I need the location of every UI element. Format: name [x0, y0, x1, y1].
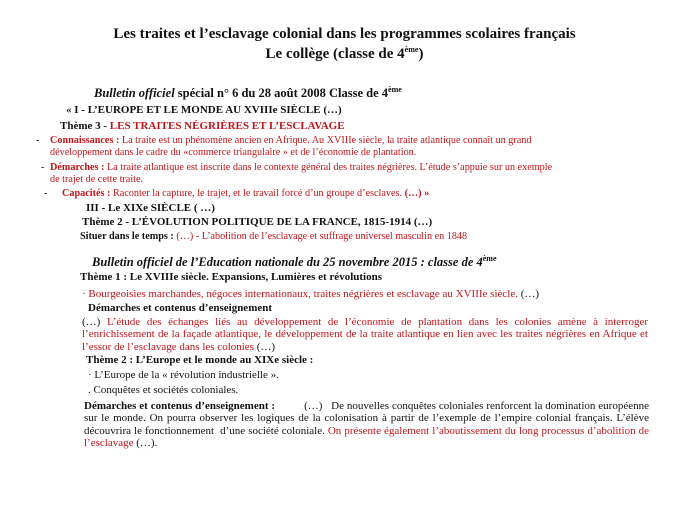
bullet-demarches: - — [41, 162, 45, 173]
situer-line: Situer dans le temps : (…) - L’abolition de l’esclavage et suffrage universel masculin en 1848 — [80, 231, 468, 242]
bo2015-theme2: Thème 2 : L’Europe et le monde au XIXe siècle : — [86, 354, 314, 366]
connaissances-line-2: développement dans le cadre du «commerce triangulaire » et de l’économie de plantation. — [50, 147, 417, 158]
bo2015-demarches1-label: Démarches et contenus d’enseignement — [88, 302, 273, 314]
bullet-capacites: - — [44, 188, 48, 199]
bo2015-demarches2-text: Démarches et contenus d’enseignement : (…) De nouvelles conquêtes coloniales renforcent la domination européenne sur le monde. On pourra observer les logiques de la colonisation à partir de l’exemple de l’empire colonial français. L’élève découvrira le fonctionnement d’une société coloniale. On présente également l’aboutissement du long processus d’abolition de l’esclavage (…). — [84, 400, 652, 449]
page-subtitle: Le collège (classe de 4ème) — [265, 45, 424, 62]
bo2015-theme2-item-1: · L’Europe de la « révolution industrielle ». — [88, 369, 279, 381]
capacites-line: Capacités : Raconter la capture, le trajet, et le travail forcé d’un groupe d’esclaves. (…) » — [62, 188, 430, 199]
bo2008-part1: « I - L’EUROPE ET LE MONDE AU XVIIIe SIÈCLE (…) — [66, 104, 342, 116]
bo2015-theme1-item: · Bourgeoisies marchandes, négoces internationaux, traites négrières et esclavage au XVIIIe siècle. (…) — [82, 288, 540, 300]
bullet-connaissances: - — [36, 135, 40, 146]
bo2008-theme2: Thème 2 - L’ÉVOLUTION POLITIQUE DE LA FRANCE, 1815-1914 (…) — [82, 216, 433, 228]
bo2015-demarches1-text: (…) L’étude des échanges liés au développement de l’économie de plantation dans les colonies amène à interroger l’enrichissement de la façade atlantique, le développement de la traite atlantique en lien avec les traites négrières en Afrique et l’essor de l’esclavage dans les colonies (…) — [82, 316, 649, 353]
title-line-1: Les traites et l’esclavage colonial dans les programmes scolaires français — [113, 26, 576, 42]
bo2015-theme2-item-2: . Conquêtes et sociétés coloniales. — [88, 384, 239, 396]
demarches-line-2: de trajet de cette traite. — [50, 174, 144, 185]
bo2008-heading: Bulletin officiel spécial n° 6 du 28 août 2008 Classe de 4ème — [94, 84, 402, 100]
connaissances-line-1: Connaissances : La traite est un phénomène ancien en Afrique. Au XVIIIe siècle, la traite atlantique connaît un grand — [50, 135, 532, 146]
bo2015-theme1: Thème 1 : Le XVIIIe siècle. Expansions, Lumières et révolutions — [80, 271, 382, 283]
bo2008-part3: III - Le XIXe SIÈCLE ( …) — [86, 202, 215, 214]
demarches-line-1: Démarches : La traite atlantique est inscrite dans le contexte général des traites négrières. L’étude s’appuie sur un exemple — [50, 162, 553, 173]
bo2015-heading: Bulletin officiel de l’Education nationale du 25 novembre 2015 : classe de 4ème — [92, 253, 497, 269]
bo2008-theme3: Thème 3 - LES TRAITES NÉGRIÈRES ET L’ESCLAVAGE — [60, 120, 345, 132]
page-title — [0, 26, 689, 43]
